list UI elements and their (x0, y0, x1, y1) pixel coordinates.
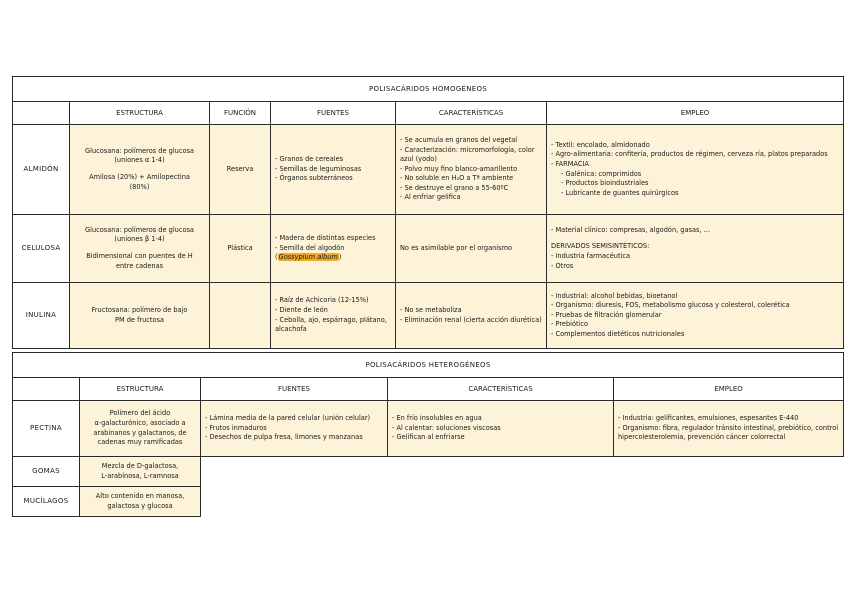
row-label-inulina: INULINA (13, 283, 70, 349)
empleo-cell (547, 125, 844, 215)
estructura-cell (80, 401, 201, 457)
highlighted-species-name: Gossypium album (278, 253, 338, 262)
text-line: DERIVADOS SEMISINTÉTICOS: (551, 242, 650, 251)
table-row (13, 487, 844, 517)
text-line: - Lubricante de guantes quirúrgicos (561, 188, 679, 197)
text-line: - Industrial: alcohol bebidas, bioetanol (551, 291, 678, 300)
empleo-cell (614, 401, 844, 457)
text-line: Bidimensional con puentes de H (86, 252, 193, 260)
text-line: - Galénica: comprimidos (561, 169, 642, 178)
text-line: - Material clínico: compresas, algodón, gasas, ... (551, 225, 710, 234)
funcion-cell: Reserva (210, 125, 271, 215)
text-line: - Se destruye el grano a 55-60ºC (400, 183, 509, 192)
text-line: - Industria: gelificantes, emulsiones, espesantes E-440 (618, 414, 799, 423)
header-fuentes: FUENTES (271, 102, 396, 125)
text-line: - Al enfriar gelifica (400, 193, 461, 202)
table-title: POLISACÁRIDOS HETEROGÉNEOS (13, 353, 844, 378)
header-estructura: ESTRUCTURA (80, 378, 201, 401)
header-empleo: EMPLEO (614, 378, 844, 401)
text-line: (uniones α 1-4) (114, 156, 165, 165)
table-title: POLISACÁRIDOS HOMOGÉNEOS (13, 77, 844, 102)
text-line: - Gelifican al enfriarse (392, 433, 465, 442)
text-line: entre cadenas (115, 261, 164, 270)
table-row (13, 215, 844, 283)
text-line: - Complementos dietéticos nutricionales (551, 329, 685, 338)
row-label-pectina: PECTINA (13, 401, 80, 457)
text-line: - Cebolla, ajo, espárrago, plátano, alcachofa (275, 315, 387, 334)
text-line: - Madera de distintas especies (275, 234, 376, 243)
caracteristicas-cell (388, 401, 614, 457)
text-line: Amilosa (20%) + Amilopectina (89, 173, 190, 181)
text-line: - Industria farmacéutica (551, 252, 631, 260)
text-line: - Agro-alimentaria: confitería, productos de régimen, cerveza ría, platos preparados (551, 150, 828, 159)
text-line: - Granos de cereales (275, 155, 344, 164)
text-line: - Eliminación renal (cierta acción diurética) (400, 315, 542, 324)
text-line: galactosa y glucosa (107, 501, 173, 510)
empty-area (201, 457, 844, 487)
text-line: Polímero del ácido (109, 409, 171, 418)
caracteristicas-cell (396, 283, 547, 349)
header-caracteristicas: CARACTERÍSTICAS (388, 378, 614, 401)
text-line: - Polvo muy fino blanco-amarillento (400, 164, 518, 173)
text-line: Fructosana: polímero de bajo (91, 305, 188, 314)
fuentes-cell (271, 125, 396, 215)
text-line: - Productos bioindustriales (561, 179, 649, 188)
funcion-cell: Plástica (210, 215, 271, 283)
estructura-cell (80, 457, 201, 487)
fuentes-cell (271, 215, 396, 283)
corner-cell (13, 102, 70, 125)
text-line: Glucosana: polímeros de glucosa (85, 225, 194, 234)
text-line: L-arabinosa, L-ramnosa (101, 471, 179, 480)
text-line: - Semillas de leguminosas (275, 164, 362, 173)
fuentes-cell (201, 401, 388, 457)
row-label-almidon: ALMIDÓN (13, 125, 70, 215)
text-line: Mezcla de D-galactosa, (101, 461, 179, 470)
text-line: α-galacturónico, asociado a (94, 418, 186, 427)
text-line: - Caracterización: micromorfología, color azul (yodo) (400, 145, 535, 164)
text-line: - Prebiótico (551, 320, 589, 329)
text-line: - Diente de león (275, 305, 328, 314)
text-line: - En frío insolubles en agua (392, 414, 482, 423)
header-caracteristicas: CARACTERÍSTICAS (396, 102, 547, 125)
text-line: PM de fructosa (114, 315, 165, 324)
text-line: (uniones β 1-4) (114, 235, 165, 244)
estructura-cell (70, 215, 210, 283)
text-line: (80%) (129, 182, 150, 191)
fuentes-cell (271, 283, 396, 349)
text-line: cadenas muy ramificadas (97, 438, 183, 447)
funcion-cell (210, 283, 271, 349)
empleo-cell (547, 283, 844, 349)
header-fuentes: FUENTES (201, 378, 388, 401)
heterogeneous-polysaccharides-table (12, 352, 844, 517)
header-empleo: EMPLEO (547, 102, 844, 125)
table-row (13, 401, 844, 457)
row-label-gomas: GOMAS (13, 457, 80, 487)
paren-close: ) (338, 253, 342, 262)
row-label-celulosa: CELULOSA (13, 215, 70, 283)
text-line: - Órganos subterráneos (275, 174, 353, 183)
text-line: Glucosana: polímeros de glucosa (85, 146, 194, 155)
header-estructura: ESTRUCTURA (70, 102, 210, 125)
highlighted-species-line (275, 253, 391, 263)
text-line: - Organismo: fibra, regulador tránsito intestinal, prebiótico, control hipercolesterolemia, prevención cáncer colorrectal (618, 423, 839, 442)
estructura-cell (80, 487, 201, 517)
text-line: - Al calentar: soluciones viscosas (392, 423, 501, 432)
header-funcion: FUNCIÓN (210, 102, 271, 125)
empty-area (201, 487, 844, 517)
paren-open: ( (275, 253, 278, 262)
text-line: - Lámina media de la pared celular (unión celular) (205, 414, 371, 423)
text-line: Alto contenido en manosa, (95, 491, 185, 500)
estructura-cell (70, 125, 210, 215)
empleo-cell (547, 215, 844, 283)
text-line: - Pruebas de filtración glomerular (551, 310, 662, 319)
text-line: - No soluble en H₂O a Tª ambiente (400, 174, 514, 183)
text-line: - Otros (551, 261, 574, 270)
text-line: - Frutos inmaduros (205, 423, 267, 432)
table-row (13, 283, 844, 349)
text-line: - Organismo: diuresis, FOS, metabolismo glucosa y colesterol, colerética (551, 301, 790, 310)
text-line: - Raíz de Achicoria (12-15%) (275, 296, 369, 305)
table-row (13, 457, 844, 487)
text-line: - Desechos de pulpa fresa, limones y manzanas (205, 433, 363, 442)
homogeneous-polysaccharides-table (12, 76, 844, 349)
row-label-mucilagos: MUCÍLAGOS (13, 487, 80, 517)
text-line: arabinanos y galactanos, de (93, 428, 187, 437)
corner-cell (13, 378, 80, 401)
estructura-cell (70, 283, 210, 349)
text-line: - Semilla del algodón (275, 243, 345, 252)
text-line: - Se acumula en granos del vegetal (400, 136, 518, 145)
text-line: - FARMACIA (551, 159, 589, 168)
text-line: - No se metaboliza (400, 305, 462, 314)
caracteristicas-cell (396, 125, 547, 215)
table-row (13, 125, 844, 215)
text-line: - Textil: encolado, almidonado (551, 140, 650, 149)
caracteristicas-cell: No es asimilable por el organismo (396, 215, 547, 283)
